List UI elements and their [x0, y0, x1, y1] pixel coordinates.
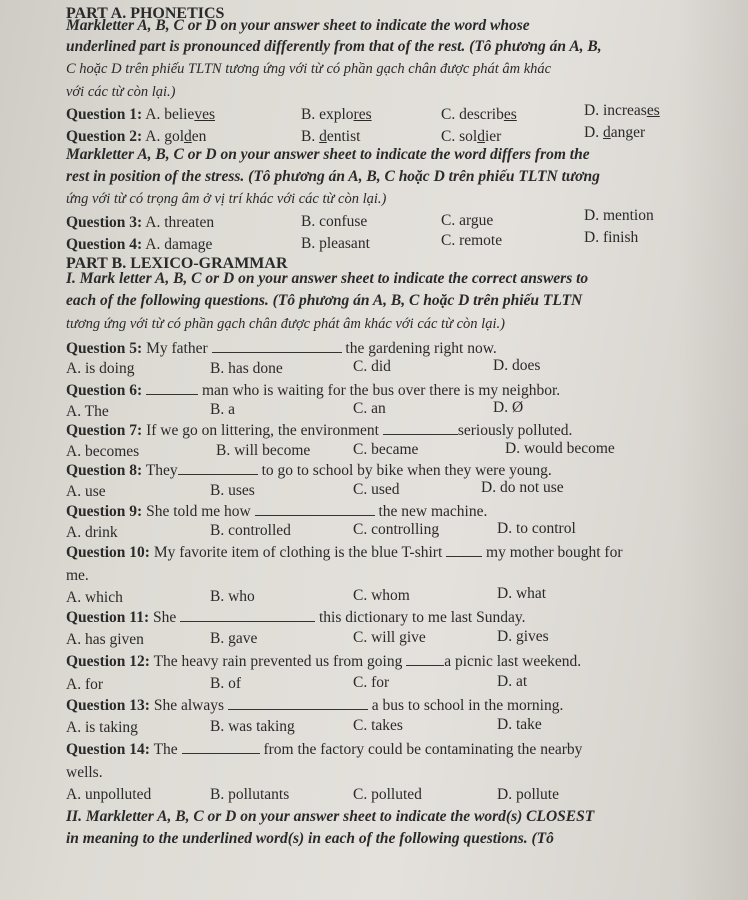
q8-option-a: A. use — [66, 483, 106, 500]
q1-option-d: D. increases — [584, 102, 660, 119]
q14-option-b: B. pollutants — [210, 786, 290, 803]
stress-instruction-3: ứng với từ có trọng âm ở vị trí khác với các từ còn lại.) — [66, 191, 387, 207]
q5-option-c: C. did — [353, 358, 391, 375]
synonym-instruction-1: II. Markletter A, B, C or D on your answer sheet to indicate the word(s) CLOSEST — [66, 808, 595, 825]
answer-blank[interactable] — [406, 653, 444, 666]
question-4: Question 4: A. damage — [66, 236, 213, 253]
q10-option-c: C. whom — [353, 587, 410, 604]
part-a-instruction-3: C hoặc D trên phiếu TLTN tương ứng với từ có phần gạch chân được phát âm khác — [66, 61, 552, 77]
question-10-continuation: me. — [66, 567, 89, 584]
q2-option-c: C. soldier — [441, 128, 502, 145]
q13-option-d: D. take — [497, 716, 542, 733]
answer-blank[interactable] — [182, 741, 260, 754]
q10-option-a: A. which — [66, 589, 123, 606]
q4-option-c: C. remote — [441, 232, 503, 249]
question-12: Question 12: The heavy rain prevented us from going a picnic last weekend. — [66, 653, 582, 670]
q5-option-d: D. does — [493, 357, 541, 374]
answer-blank[interactable] — [146, 382, 198, 395]
q12-option-c: C. for — [353, 674, 390, 691]
q7-option-c: C. became — [353, 441, 419, 458]
q14-option-c: C. polluted — [353, 786, 422, 803]
part-b-instruction-2: each of the following questions. (Tô phương án A, B, C hoặc D trên phiếu TLTN — [66, 292, 583, 309]
question-10: Question 10: My favorite item of clothing is the blue T-shirt my mother bought for — [66, 544, 623, 561]
part-b-instruction-3: tương ứng với từ có phần gạch chân được phát âm khác với các từ còn lại.) — [66, 316, 505, 332]
answer-blank[interactable] — [383, 422, 458, 435]
part-b-title: PART B. LEXICO-GRAMMAR — [66, 255, 288, 272]
q13-option-a: A. is taking — [66, 719, 138, 736]
q10-option-b: B. who — [210, 588, 255, 605]
question-5: Question 5: My father the gardening right now. — [66, 340, 497, 357]
synonym-instruction-2: in meaning to the underlined word(s) in each of the following questions. (Tô — [66, 830, 554, 847]
question-2: Question 2: A. golden — [66, 128, 207, 145]
question-6: Question 6: man who is waiting for the bus over there is my neighbor. — [66, 382, 561, 399]
part-a-instruction-1: Markletter A, B, C or D on your answer sheet to indicate the word whose — [66, 17, 530, 34]
answer-blank[interactable] — [228, 697, 368, 710]
q6-option-d: D. Ø — [493, 399, 524, 416]
question-7: Question 7: If we go on littering, the environment seriously polluted. — [66, 422, 573, 439]
q4-option-d: D. finish — [584, 229, 639, 246]
q9-option-d: D. to control — [497, 520, 576, 537]
answer-blank[interactable] — [446, 544, 482, 557]
q11-option-c: C. will give — [353, 629, 426, 646]
q1-option-c: C. describes — [441, 106, 517, 123]
part-a-title: PART A. PHONETICS — [66, 5, 225, 22]
q11-option-a: A. has given — [66, 631, 144, 648]
question-9: Question 9: She told me how the new machine. — [66, 503, 488, 520]
answer-blank[interactable] — [178, 462, 258, 475]
question-14: Question 14: The from the factory could be contaminating the nearby — [66, 741, 583, 758]
q12-option-a: A. for — [66, 676, 104, 693]
q5-option-a: A. is doing — [66, 360, 135, 377]
q14-option-d: D. pollute — [497, 786, 559, 803]
q2-option-b: B. dentist — [301, 128, 361, 145]
q11-option-b: B. gave — [210, 630, 258, 647]
q12-option-d: D. at — [497, 673, 528, 690]
q9-option-a: A. drink — [66, 524, 118, 541]
q7-option-a: A. becomes — [66, 443, 140, 460]
answer-blank[interactable] — [180, 609, 315, 622]
q10-option-d: D. what — [497, 585, 547, 602]
q7-option-b: B. will become — [216, 442, 311, 459]
part-b-instruction-1: I. Mark letter A, B, C or D on your answer sheet to indicate the correct answers to — [66, 270, 589, 287]
q1-option-b: B. explores — [301, 106, 372, 123]
answer-blank[interactable] — [255, 503, 375, 516]
q6-option-c: C. an — [353, 400, 386, 417]
q3-option-c: C. argue — [441, 212, 494, 229]
question-3: Question 3: A. threaten — [66, 214, 215, 231]
q14-option-a: A. unpolluted — [66, 786, 152, 803]
q8-option-b: B. uses — [210, 482, 255, 499]
q7-option-d: D. would become — [505, 440, 615, 457]
q3-option-d: D. mention — [584, 207, 654, 224]
q9-option-b: B. controlled — [210, 522, 291, 539]
q5-option-b: B. has done — [210, 360, 283, 377]
page-shadow — [678, 0, 748, 900]
stress-instruction-2: rest in position of the stress. (Tô phương án A, B, C hoặc D trên phiếu TLTN tương — [66, 168, 600, 185]
answer-blank[interactable] — [212, 340, 342, 353]
q13-option-c: C. takes — [353, 717, 403, 734]
q6-option-a: A. The — [66, 403, 109, 420]
question-1: Question 1: A. believes — [66, 106, 215, 123]
q12-option-b: B. of — [210, 675, 241, 692]
q4-option-b: B. pleasant — [301, 235, 370, 252]
q8-option-d: D. do not use — [481, 479, 564, 496]
part-a-instruction-2: underlined part is pronounced differently from that of the rest. (Tô phương án A, B, — [66, 38, 602, 55]
part-a-instruction-4: với các từ còn lại.) — [66, 84, 176, 100]
question-11: Question 11: She this dictionary to me last Sunday. — [66, 609, 526, 626]
stress-instruction-1: Markletter A, B, C or D on your answer sheet to indicate the word differs from the — [66, 146, 590, 163]
q2-option-d: D. danger — [584, 124, 646, 141]
question-8: Question 8: They to go to school by bike when they were young. — [66, 462, 552, 479]
q9-option-c: C. controlling — [353, 521, 440, 538]
question-13: Question 13: She always a bus to school in the morning. — [66, 697, 564, 714]
q3-option-b: B. confuse — [301, 213, 368, 230]
q13-option-b: B. was taking — [210, 718, 295, 735]
q6-option-b: B. a — [210, 401, 235, 418]
q8-option-c: C. used — [353, 481, 400, 498]
q11-option-d: D. gives — [497, 628, 549, 645]
question-14-continuation: wells. — [66, 764, 103, 781]
